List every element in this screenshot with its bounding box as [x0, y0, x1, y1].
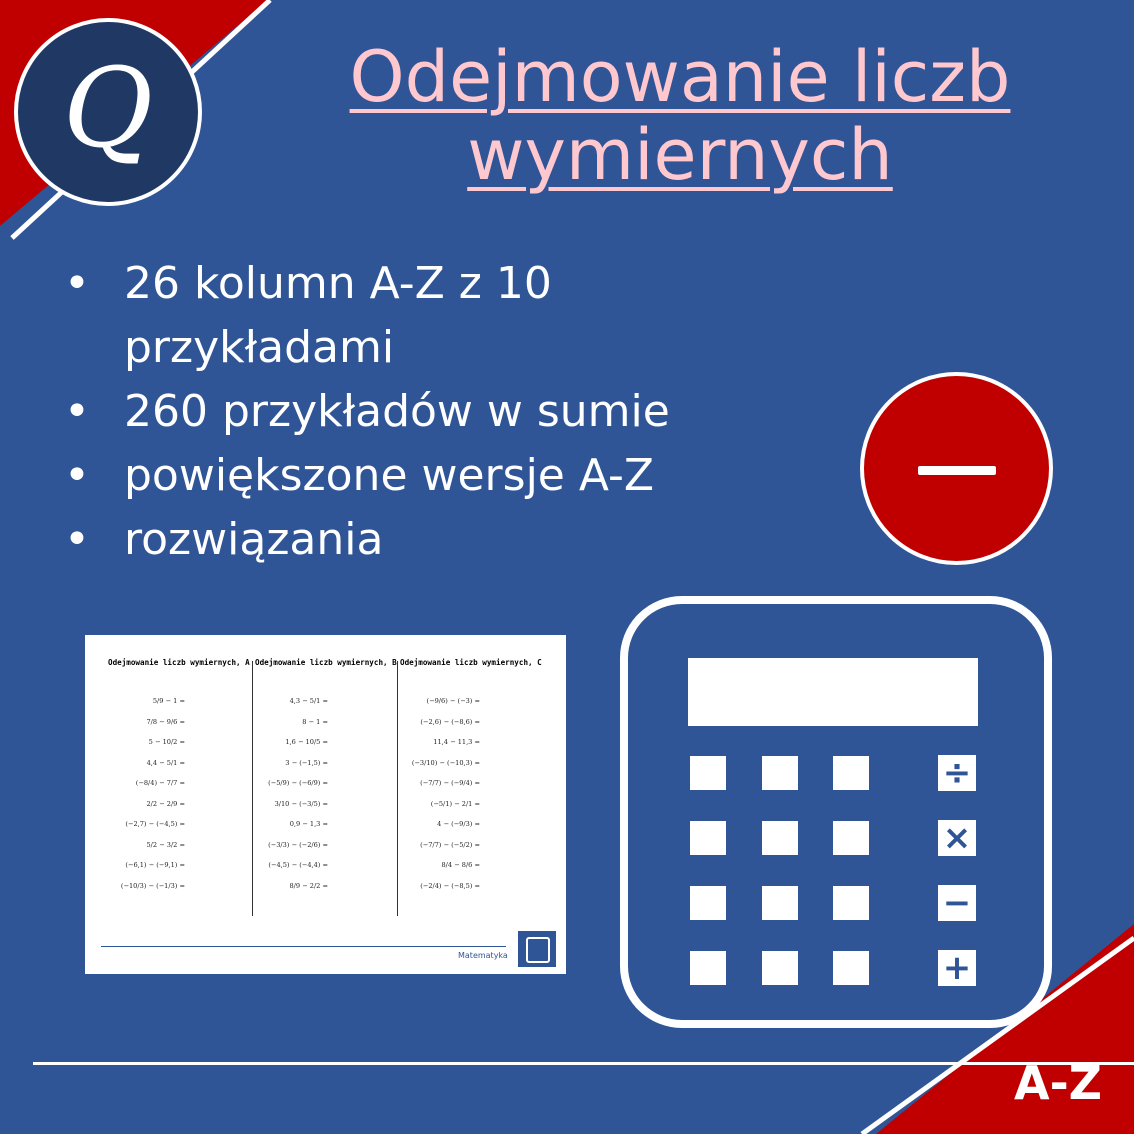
preview-example: 5 − 10/2 = [148, 738, 185, 746]
preview-column-title: Odejmowanie liczb wymiernych, B [255, 658, 397, 667]
feature-text: 260 przykładów w sumie [124, 386, 670, 437]
calculator-key [690, 886, 726, 920]
worksheet-preview [85, 635, 566, 974]
feature-text-continued: przykładami [124, 322, 395, 373]
divide-key: ÷ [938, 755, 976, 791]
preview-example: (−2,7) − (−4,5) = [125, 820, 185, 828]
calculator-key [690, 756, 726, 790]
preview-example: (−7/7) − (−5/2) = [420, 840, 480, 849]
calculator-key [690, 821, 726, 855]
minus-bar [918, 466, 996, 475]
feature-list [58, 252, 738, 572]
preview-example: 5/2 − 3/2 = [146, 840, 185, 849]
preview-example: (−2/4) − (−8,5) = [420, 881, 480, 890]
preview-example: (−9/6) − (−3) = [426, 697, 480, 705]
preview-example: 4 − (−9/3) = [437, 820, 480, 828]
preview-example: (−10/3) − (−1/3) = [120, 881, 185, 890]
feature-item [58, 444, 738, 508]
multiply-key: × [938, 820, 976, 856]
title-line-2: wymiernych [467, 114, 893, 196]
preview-footer: Matematyka [458, 951, 508, 960]
feature-text: powiększone wersje A-Z [124, 450, 654, 501]
feature-item [58, 508, 738, 572]
add-key: + [938, 950, 976, 986]
feature-item [58, 252, 738, 380]
calculator-key [762, 756, 798, 790]
calculator-key [762, 886, 798, 920]
calculator-key [833, 756, 869, 790]
bullet-icon: • [64, 450, 90, 501]
bottom-divider [33, 1062, 1134, 1065]
az-badge: A-Z [1013, 1056, 1103, 1110]
preview-example: (−8/4) − 7/7 = [135, 779, 185, 787]
preview-column-title: Odejmowanie liczb wymiernych, A [108, 658, 250, 667]
preview-example: (−7/7) − (−9/4) = [420, 779, 480, 787]
q-logo-icon [14, 18, 202, 206]
preview-example: (−6,1) − (−9,1) = [125, 861, 185, 869]
preview-example: 1,6 − 10/5 = [285, 738, 328, 746]
calculator-key [833, 886, 869, 920]
preview-example: 5/9 − 1 = [152, 697, 185, 705]
bullet-icon: • [64, 514, 90, 565]
preview-example: (−4,5) − (−4,4) = [268, 861, 328, 869]
preview-example: 4,3 − 5/1 = [289, 697, 328, 705]
preview-example: 2/2 − 2/9 = [146, 799, 185, 808]
preview-column-title: Odejmowanie liczb wymiernych, C [400, 658, 542, 667]
preview-example: (−3/3) − (−2/6) = [268, 840, 328, 849]
preview-example: 3/10 − (−3/5) = [274, 799, 328, 808]
bullet-icon: • [64, 258, 90, 309]
calculator-screen [688, 658, 978, 726]
feature-item [58, 380, 738, 444]
page-title [300, 38, 1060, 194]
preview-example: 7/8 − 9/6 = [146, 717, 185, 726]
preview-example: (−2,6) − (−8,6) = [420, 717, 480, 726]
title-line-1: Odejmowanie liczb [349, 36, 1011, 118]
preview-example: 8/4 − 8/6 = [441, 861, 480, 869]
calculator-key [833, 821, 869, 855]
preview-example: 11,4 − 11,3 = [433, 738, 480, 746]
preview-example: (−5/9) − (−6/9) = [268, 779, 328, 787]
logo-letter: Q [62, 44, 154, 172]
feature-text: 26 kolumn A-Z z 10 [124, 258, 552, 309]
calculator-key [833, 951, 869, 985]
minus-icon [860, 372, 1053, 565]
feature-text: rozwiązania [124, 514, 384, 565]
preview-example: 8 − 1 = [302, 717, 328, 726]
bullet-icon: • [64, 386, 90, 437]
preview-example: 3 − (−1,5) = [285, 758, 328, 767]
preview-example: 8/9 − 2/2 = [289, 881, 328, 890]
footer-rule [101, 946, 506, 947]
column-divider [252, 661, 253, 916]
calculator-key [762, 951, 798, 985]
calculator-key [762, 821, 798, 855]
subtract-key: − [938, 885, 976, 921]
preview-example: 4,4 − 5/1 = [146, 758, 185, 767]
preview-example: (−5/1) − 2/1 = [430, 799, 480, 808]
preview-example: (−3/10) − (−10,3) = [411, 758, 480, 767]
column-divider [397, 661, 398, 916]
preview-example: 0,9 − 1,3 = [289, 820, 328, 828]
calculator-logo-icon [518, 931, 556, 967]
calculator-key [690, 951, 726, 985]
